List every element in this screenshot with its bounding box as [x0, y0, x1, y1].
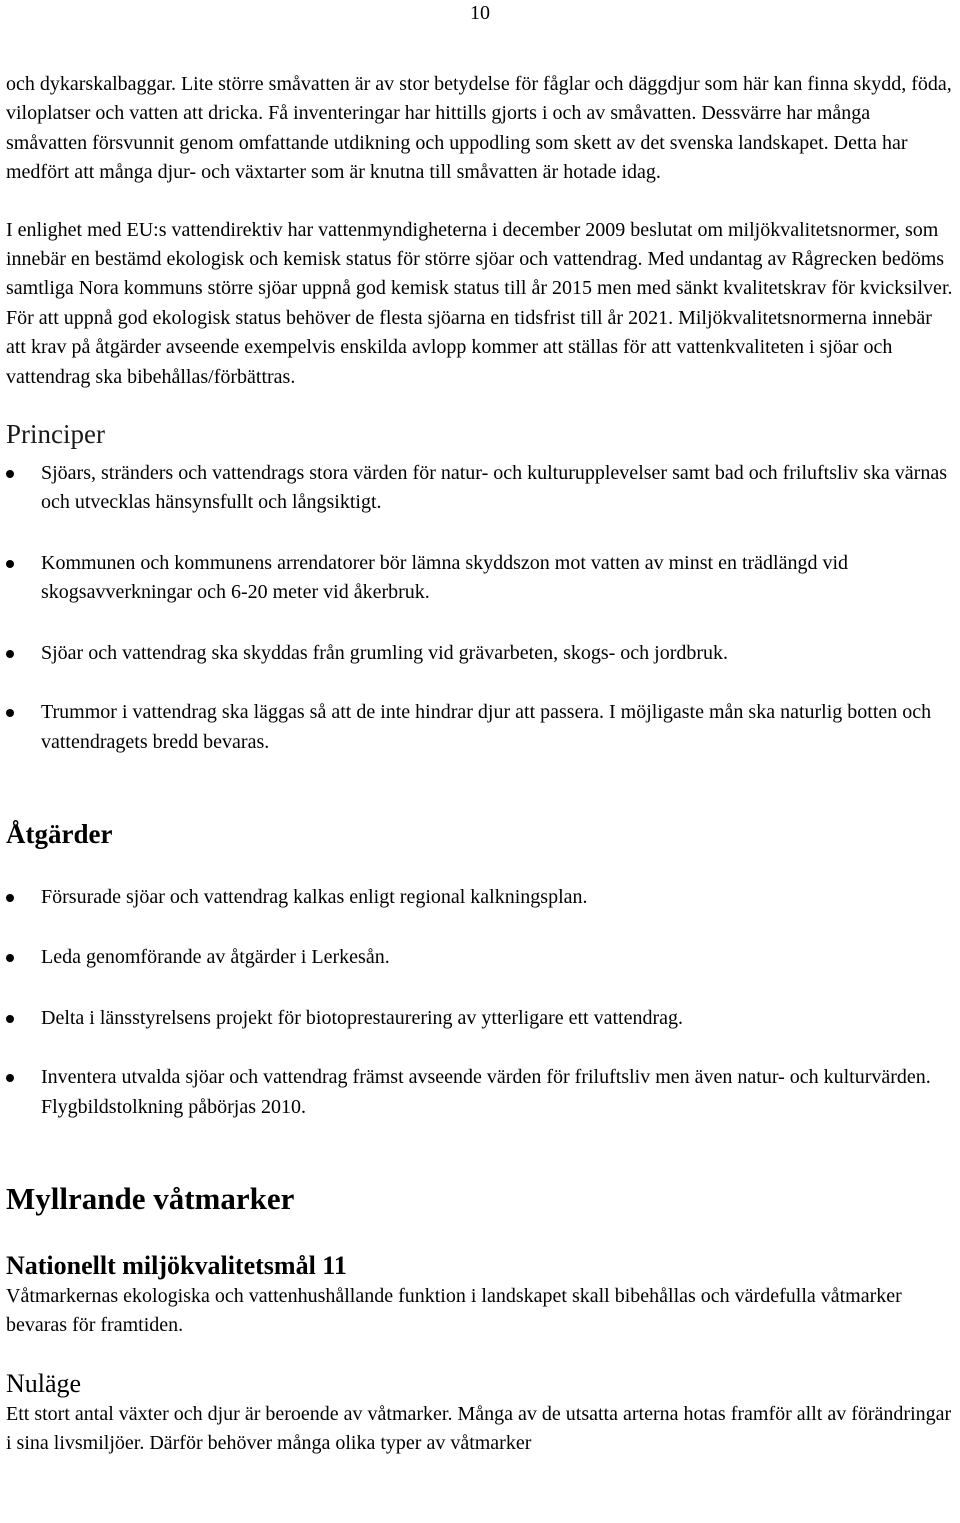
list-item-text: Sjöar och vattendrag ska skyddas från grumling vid grävarbeten, skogs- och jordbruk.	[41, 641, 729, 664]
bullet-icon	[6, 894, 14, 902]
list-item	[6, 1004, 954, 1033]
list-item-text: Leda genomförande av åtgärder i Lerkesån.	[41, 946, 390, 969]
actions-list	[6, 883, 954, 1122]
page-number: 10	[470, 2, 490, 24]
wetlands-heading: Myllrande våtmarker	[6, 1180, 295, 1216]
document-body	[6, 70, 954, 1459]
eu-directive-paragraph: I enlighet med EU:s vattendirektiv har vattenmyndigheterna i december 2009 beslutat om miljökvalitetsnormer, som innebär en bestämd ekologisk och kemisk status för större sjöar och vattendrag. Med undantag av Rågrecken bedöms samtliga Nora kommuns större sjöar uppnå god kemisk status till år 2015 men med sänkt kvalitetskrav för kvicksilver. För att uppnå god ekologisk status behöver de flesta sjöarna en tidsfrist till år 2021. Miljökvalitetsnormerna innebär att krav på åtgärder avseende exempelvis enskilda avlopp kommer att ställas för att vattenkvaliteten i sjöar och vattendrag ska bibehållas/förbättras.	[6, 218, 953, 388]
list-item-text: Delta i länsstyrelsens projekt för biotoprestaurering av ytterligare ett vattendrag.	[41, 1006, 684, 1029]
intro-paragraph: och dykarskalbaggar. Lite större småvatten är av stor betydelse för fåglar och däggdjur som här kan finna skydd, föda, viloplatser och vatten att dricka. Få inventeringar har hittills gjorts i och av småvatten. Dessvärre har många småvatten försvunnit genom omfattande utdikning och uppodling som skett av det svenska landskapet. Detta har medfört att många djur- och växtarter som är knutna till småvatten är hotade idag.	[6, 73, 952, 184]
bullet-icon	[6, 1074, 14, 1082]
bullet-icon	[6, 650, 14, 658]
environmental-goal-heading: Nationellt miljökvalitetsmål 11	[6, 1250, 347, 1280]
current-status-text: Ett stort antal växter och djur är beroende av våtmarker. Många av de utsatta arterna hotas framför allt av förändringar i sina livsmiljöer. Därför behöver många olika typer av våtmarker	[6, 1402, 952, 1455]
list-item	[6, 1063, 954, 1122]
list-item	[6, 698, 954, 757]
list-item-text: Inventera utvalda sjöar och vattendrag främst avseende värden för friluftsliv men även natur- och kulturvärden. Flygbildstolkning påbörjas 2010.	[41, 1066, 931, 1118]
principles-heading: Principer	[6, 419, 105, 450]
bullet-icon	[6, 560, 14, 568]
bullet-icon	[6, 1015, 14, 1023]
bullet-icon	[6, 709, 14, 717]
bullet-icon	[6, 470, 14, 478]
actions-heading: Åtgärder	[6, 818, 113, 849]
list-item-text: Försurade sjöar och vattendrag kalkas enligt regional kalkningsplan.	[41, 885, 588, 908]
principles-list	[6, 459, 954, 757]
list-item-text: Kommunen och kommunens arrendatorer bör lämna skyddszon mot vatten av minst en trädlängd vid skogsavverkningar och 6-20 meter vid åkerbruk.	[41, 551, 849, 604]
environmental-goal-text: Våtmarkernas ekologiska och vattenhushållande funktion i landskapet skall bibehållas och värdefulla våtmarker bevaras för framtiden.	[6, 1284, 902, 1337]
current-status-heading: Nuläge	[6, 1368, 82, 1398]
list-item	[6, 459, 954, 518]
list-item-text: Sjöars, stränders och vattendrags stora värden för natur- och kulturupplevelser samt bad och friluftsliv ska värnas och utvecklas hänsynsfullt och långsiktigt.	[41, 462, 947, 514]
list-item-text: Trummor i vattendrag ska läggas så att de inte hindrar djur att passera. I möjligaste mån ska naturlig botten och vattendragets bredd bevaras.	[41, 701, 932, 753]
list-item	[6, 883, 954, 912]
list-item	[6, 943, 954, 972]
bullet-icon	[6, 954, 14, 962]
list-item	[6, 639, 954, 668]
list-item	[6, 549, 954, 608]
